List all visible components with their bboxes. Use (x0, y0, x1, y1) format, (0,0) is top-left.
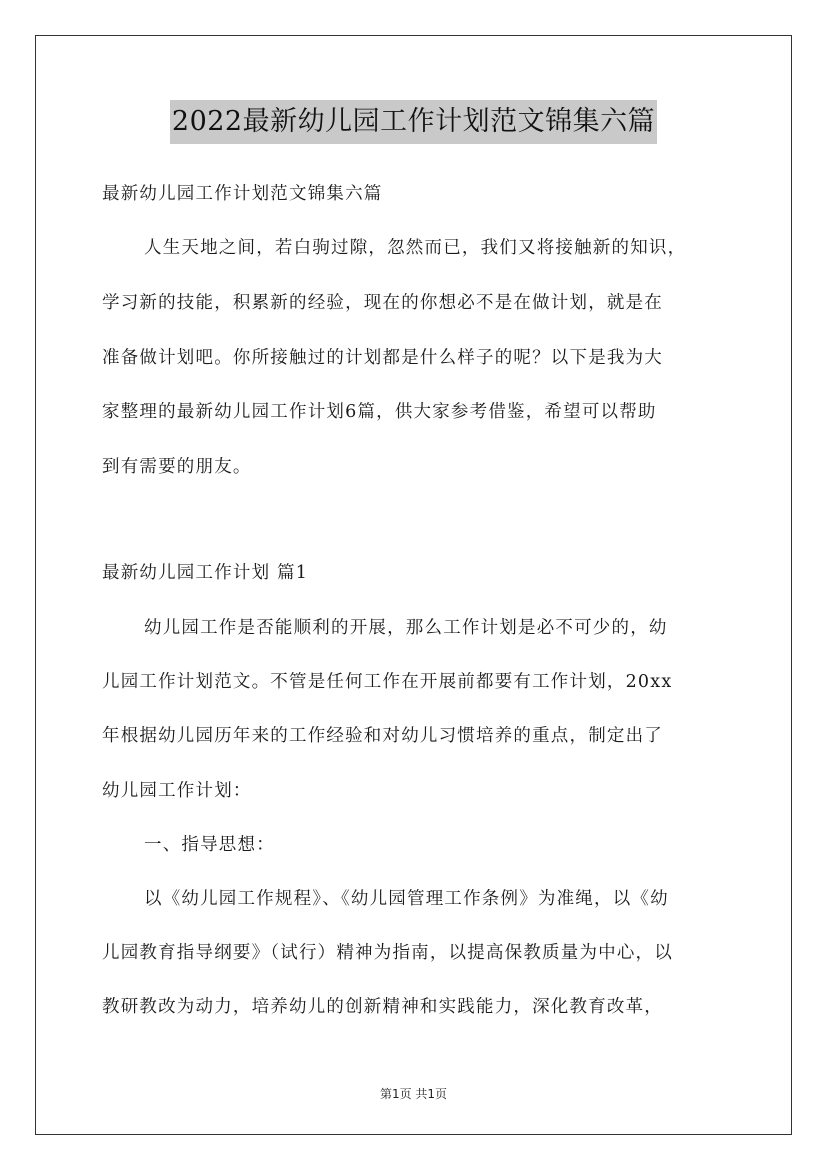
title-container (0, 100, 827, 144)
text-line: 准备做计划吧。你所接触过的计划都是什么样子的呢？以下是我为大 (102, 348, 663, 368)
subheading-line: 一、指导思想： (144, 835, 275, 855)
page-footer: 第1页 共1页 (379, 1087, 448, 1101)
text-line: 教研教改为动力，培养幼儿的创新精神和实践能力，深化教育改革， (102, 997, 663, 1017)
text-line: 家整理的最新幼儿园工作计划6篇，供大家参考借鉴，希望可以帮助 (102, 402, 657, 422)
document-title: 2022最新幼儿园工作计划范文锦集六篇 (170, 100, 657, 144)
section-heading: 最新幼儿园工作计划 篇1 (102, 563, 309, 583)
text-line: 年根据幼儿园历年来的工作经验和对幼儿习惯培养的重点，制定出了 (102, 726, 663, 746)
text-line: 到有需要的朋友。 (102, 457, 252, 477)
text-line: 学习新的技能，积累新的经验，现在的你想必不是在做计划，就是在 (102, 293, 663, 313)
text-line: 幼儿园工作计划： (102, 781, 252, 801)
text-line: 儿园工作计划范文。不管是任何工作在开展前都要有工作计划，20xx (102, 672, 673, 692)
text-line: 人生天地之间，若白驹过隙，忽然而已，我们又将接触新的知识， (144, 238, 687, 258)
subtitle-line: 最新幼儿园工作计划范文锦集六篇 (102, 184, 383, 204)
text-line: 儿园教育指导纲要》（试行）精神为指南，以提高保教质量为中心，以 (102, 943, 673, 963)
text-line: 以《幼儿园工作规程》、《幼儿园管理工作条例》为准绳，以《幼 (144, 889, 669, 909)
text-line: 幼儿园工作是否能顺利的开展，那么工作计划是必不可少的，幼 (144, 618, 668, 638)
